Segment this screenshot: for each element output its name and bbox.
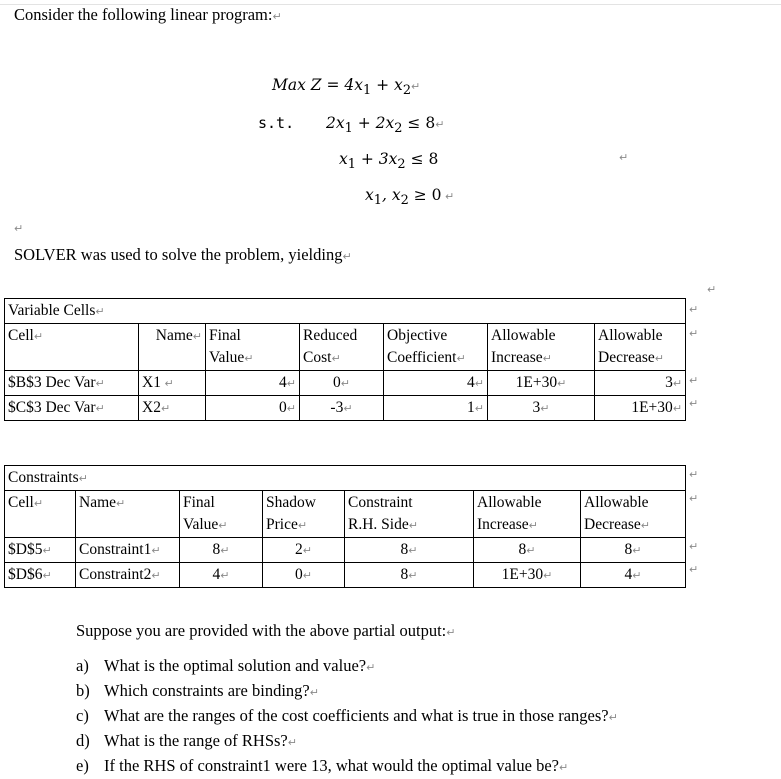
cell-allowable-decrease: 3↵ (595, 371, 686, 396)
list-item: a) What is the optimal solution and value?↵ (76, 656, 376, 675)
table-row (5, 563, 686, 588)
table-row (5, 371, 686, 396)
list-item: e) If the RHS of constraint1 were 13, what would the optimal value be?↵ (76, 756, 569, 775)
cell-reduced-cost: 0↵ (300, 371, 384, 396)
nonnegativity-constraint: $x_1$, $x_2 \ge 0$ ↵ (365, 186, 455, 209)
table-header-row (5, 491, 686, 538)
list-item: b) Which constraints are binding?↵ (76, 681, 319, 700)
table-row (5, 396, 686, 421)
variable-cells-table (4, 298, 686, 421)
cell-allowable-decrease: 1E+30↵ (595, 396, 686, 421)
return-arrow-icon: ↵ (619, 151, 629, 164)
return-arrow-icon: ↵ (689, 397, 699, 410)
header-constraint-rhs: Constraint R.H. Side↵ (345, 491, 474, 538)
cell-name: Constraint1↵ (76, 538, 180, 563)
return-arrow-icon: ↵ (689, 303, 699, 316)
header-name: Name↵ (139, 324, 206, 371)
return-arrow-icon: ↵ (441, 190, 455, 203)
header-cell: Cell↵ (5, 324, 139, 371)
cell-address: $B$3 Dec Var↵ (5, 371, 139, 396)
objective-function: Max $Z = 4x_1$ + $x_2↵$ (272, 76, 421, 99)
constraint-1: $2x_1 + 2x_2$ ≤ 8↵ (326, 114, 445, 137)
constraints-title: Constraints↵ (5, 466, 686, 491)
prompt-text: Suppose you are provided with the above partial output:↵ (76, 621, 456, 640)
header-cell: Cell↵ (5, 491, 76, 538)
header-allowable-decrease: Allowable Decrease↵ (595, 324, 686, 371)
header-shadow-price: Shadow Price↵ (263, 491, 345, 538)
question-list (76, 654, 618, 779)
return-arrow-icon: ↵ (14, 222, 24, 235)
header-allowable-decrease: Allowable Decrease↵ (581, 491, 686, 538)
return-arrow-icon: ↵ (689, 468, 699, 481)
cell-allowable-increase: 1E+30↵ (474, 563, 581, 588)
return-arrow-icon: ↵ (272, 10, 282, 23)
cell-final-value: 0↵ (206, 396, 300, 421)
table-header-row (5, 324, 686, 371)
list-item: d) What is the range of RHSs?↵ (76, 731, 297, 750)
header-reduced-cost: Reduced Cost↵ (300, 324, 384, 371)
header-objective-coefficient: Objective Coefficient↵ (384, 324, 488, 371)
constraints-table (4, 465, 686, 588)
cell-address: $D$6↵ (5, 563, 76, 588)
return-arrow-icon: ↵ (435, 118, 445, 131)
cell-final-value: 4↵ (180, 563, 263, 588)
cell-objective-coefficient: 4↵ (384, 371, 488, 396)
cell-allowable-increase: 8↵ (474, 538, 581, 563)
return-arrow-icon: ↵ (689, 540, 699, 553)
table-row (5, 538, 686, 563)
list-item: c) What are the ranges of the cost coefficients and what is true in those ranges?↵ (76, 706, 618, 725)
variable-cells-title: Variable Cells↵ (5, 299, 686, 324)
cell-allowable-decrease: 4↵ (581, 563, 686, 588)
cell-address: $C$3 Dec Var↵ (5, 396, 139, 421)
constraint-2: $x_1 + 3x_2 \le 8$ (339, 150, 439, 173)
cell-name: X2↵ (139, 396, 206, 421)
header-final-value: Final Value↵ (206, 324, 300, 371)
header-allowable-increase: Allowable Increase↵ (488, 324, 595, 371)
cell-shadow-price: 0↵ (263, 563, 345, 588)
return-arrow-icon: ↵ (689, 563, 699, 576)
cell-final-value: 4↵ (206, 371, 300, 396)
header-name: Name↵ (76, 491, 180, 538)
cell-final-value: 8↵ (180, 538, 263, 563)
intro-text: Consider the following linear program:↵ (14, 5, 282, 24)
solver-line: SOLVER was used to solve the problem, yielding↵ (14, 245, 352, 264)
cell-allowable-increase: 1E+30↵ (488, 371, 595, 396)
return-arrow-icon: ↵ (689, 492, 699, 505)
cell-objective-coefficient: 1↵ (384, 396, 488, 421)
cell-allowable-increase: 3↵ (488, 396, 595, 421)
cell-reduced-cost: -3↵ (300, 396, 384, 421)
cell-constraint-rhs: 8↵ (345, 538, 474, 563)
return-arrow-icon: ↵ (411, 80, 421, 93)
return-arrow-icon: ↵ (342, 250, 352, 263)
cell-name: X1 ↵ (139, 371, 206, 396)
cell-shadow-price: 2↵ (263, 538, 345, 563)
subject-to-label: s.t. (258, 114, 295, 132)
cell-constraint-rhs: 8↵ (345, 563, 474, 588)
header-allowable-increase: Allowable Increase↵ (474, 491, 581, 538)
cell-allowable-decrease: 8↵ (581, 538, 686, 563)
return-arrow-icon: ↵ (707, 283, 717, 296)
cell-name: Constraint2↵ (76, 563, 180, 588)
return-arrow-icon: ↵ (689, 374, 699, 387)
cell-address: $D$5↵ (5, 538, 76, 563)
header-final-value: Final Value↵ (180, 491, 263, 538)
return-arrow-icon: ↵ (689, 327, 699, 340)
